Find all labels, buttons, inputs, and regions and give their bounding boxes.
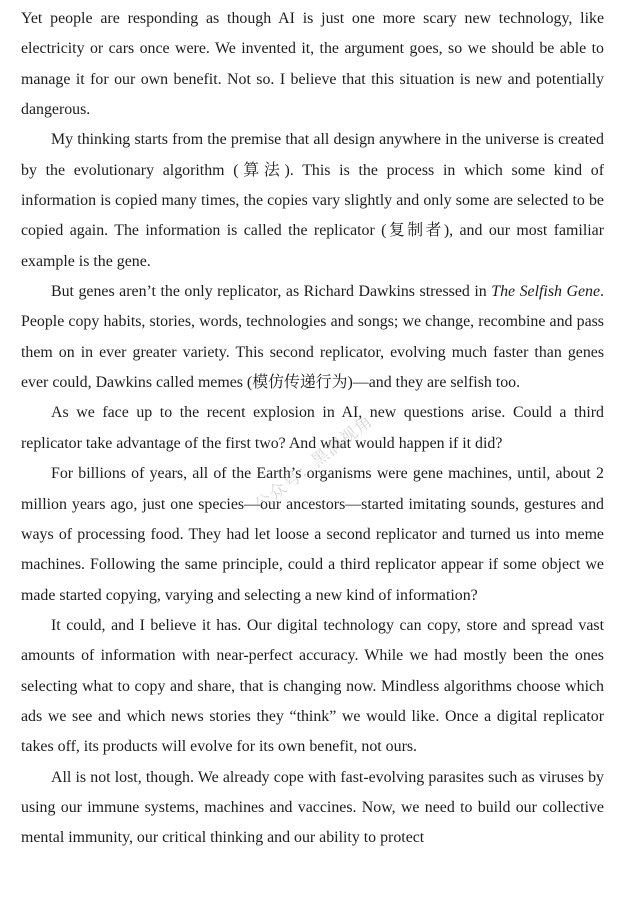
article-body — [21, 4, 604, 854]
paragraph-6: It could, and I believe it has. Our digital technology can copy, store and spread vast amounts of information with near-perfect accuracy. While we had mostly been the ones selecting what to copy and share, that is changing now. Mindless algorithms choose which ads we see and which news stories they “think” we would like. Once a digital replicator takes off, its products will evolve for its own benefit, not ours. — [21, 616, 604, 756]
paragraph-2: My thinking starts from the premise that all design anywhere in the universe is created by the evolutionary algorithm (算法). This is the process in which some kind of information is copied many times, the copies vary slightly and only some are selected to be copied again. The information is called the replicator (复制者), and our most familiar example is the gene. — [21, 131, 604, 270]
paragraph-3 — [21, 277, 604, 398]
paragraph-4: As we face up to the recent explosion in AI, new questions arise. Could a third replicator take advantage of the first two? And what would happen if it did? — [21, 404, 604, 452]
paragraph-1: Yet people are responding as though AI is just one more scary new technology, like electricity or cars once were. We invented it, the argument goes, so we should be able to manage it for our own benefit. Not so. I believe that this situation is new and potentially dangerous. — [21, 10, 604, 119]
watermark: 公众号：黑洞视角 — [251, 411, 377, 516]
paragraph-3-text-after: . People copy habits, stories, words, technologies and songs; we change, recombine and pass them on in ever greater variety. This second replicator, evolving much faster than genes ever could, Dawkins called memes (模仿传递行为)—and they are selfish too. — [21, 283, 604, 392]
paragraph-7: All is not lost, though. We already cope with fast-evolving parasites such as viruses by using our immune systems, machines and vaccines. Now, we need to build our collective mental immunity, our critical thinking and our ability to protect — [21, 768, 604, 847]
paragraph-5: For billions of years, all of the Earth’s organisms were gene machines, until, about 2 million years ago, just one species—our ancestors—started imitating sounds, gestures and ways of processing food. They had let loose a second replicator and turned us into meme machines. Following the same principle, could a third replicator appear if some object we made started copying, varying and selecting a new kind of information? — [21, 465, 604, 604]
book-title: The Selfish Gene — [491, 283, 601, 301]
paragraph-3-text-before: But genes aren’t the only replicator, as Richard Dawkins stressed in — [51, 283, 492, 301]
